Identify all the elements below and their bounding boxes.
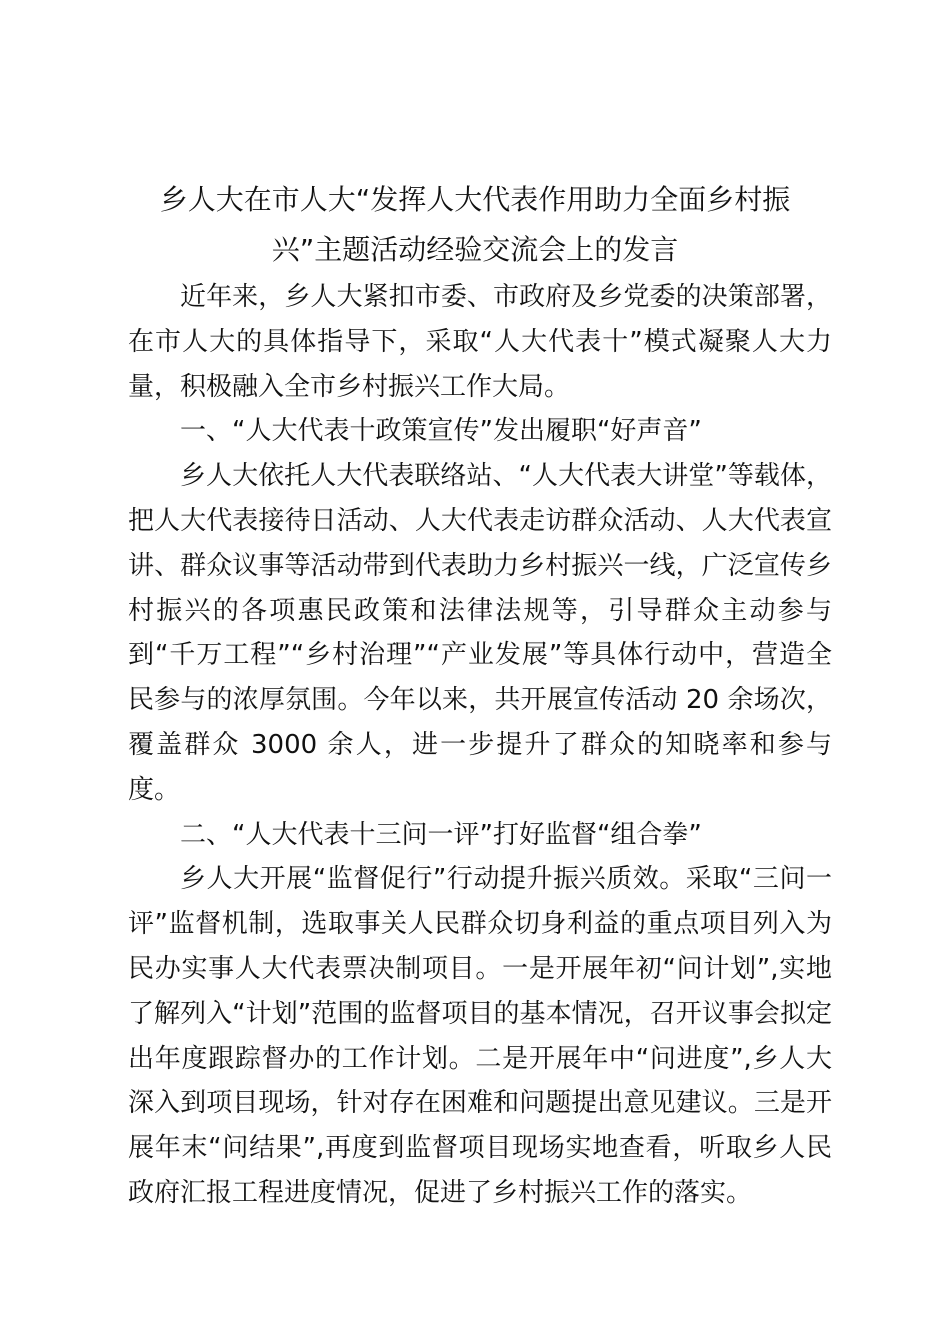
intro-paragraph: 近年来，乡人大紧扣市委、市政府及乡党委的决策部署，在市人大的具体指导下，采取“人大代表十”模式凝聚人大力量，积极融入全市乡村振兴工作大局。 — [128, 282, 832, 402]
section-2-paragraph: 乡人大开展“监督促行”行动提升振兴质效。采取“三问一评”监督机制，选取事关人民群众切身利益的重点项目列入为民办实事人大代表票决制项目。一是开展年初“问计划”,实地了解列入“计划”范围的监督项目的基本情况，召开议事会拟定出年度跟踪督办的工作计划。二是开展年中“问进度”,乡人大深入到项目现场，针对存在困难和问题提出意见建议。三是开展年末“问结果”,再度到监督项目现场实地查看，听取乡人民政府汇报工程进度情况，促进了乡村振兴工作的落实。 — [128, 864, 832, 1208]
section-1-paragraph: 乡人大依托人大代表联络站、“人大代表大讲堂”等载体，把人大代表接待日活动、人大代表走访群众活动、人大代表宣讲、群众议事等活动带到代表助力乡村振兴一线，广泛宣传乡村振兴的各项惠民政策和法律法规等，引导群众主动参与到“千万工程”“乡村治理”“产业发展”等具体行动中，营造全民参与的浓厚氛围。今年以来，共开展宣传活动 20 余场次，覆盖群众 3000 余人，进一步提升了群众的知晓率和参与度。 — [128, 461, 832, 805]
document-title-line-2: 兴”主题活动经验交流会上的发言 — [271, 233, 679, 266]
document-body — [128, 275, 832, 1216]
section-heading-1: 一、“人大代表十政策宣传”发出履职“好声音” — [180, 416, 702, 447]
document-title-line-1: 乡人大在市人大“发挥人大代表作用助力全面乡村振 — [159, 183, 791, 216]
section-heading-2: 二、“人大代表十三问一评”打好监督“组合拳” — [180, 819, 702, 850]
